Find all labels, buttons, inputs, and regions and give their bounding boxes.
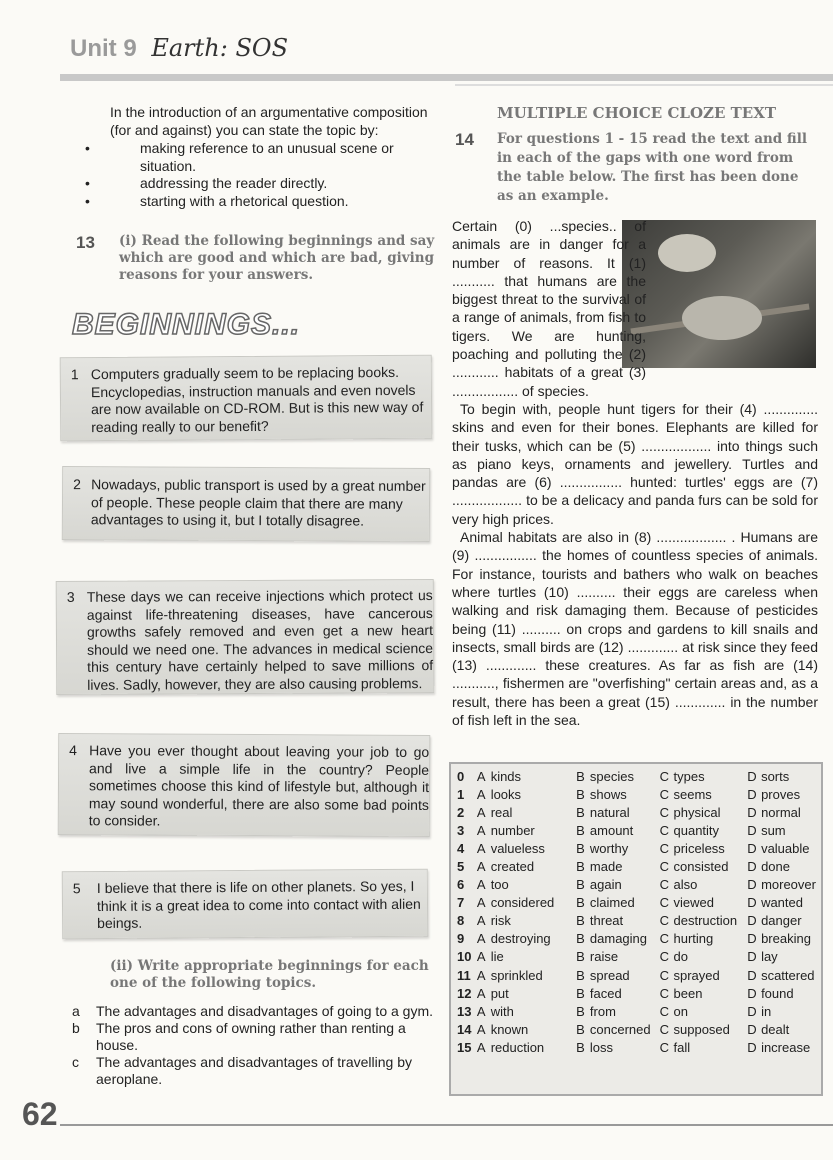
option-letter-d: D (747, 967, 757, 983)
footer-rule (60, 1124, 833, 1126)
option-letter-a: A (476, 985, 486, 1001)
option-letter-d: D (747, 822, 757, 838)
option-letter-b: B (576, 822, 585, 838)
option-letter-b: B (576, 786, 585, 802)
option-b: shows (589, 786, 627, 802)
option-d: sorts (761, 768, 790, 784)
option-row (457, 803, 821, 821)
option-b: worthy (589, 840, 629, 856)
option-row (457, 894, 821, 912)
option-d: found (761, 985, 794, 1001)
beginning-card (60, 355, 433, 442)
exercise-instruction-ii: (ii) Write appropriate beginnings for each one of the following topics. (110, 958, 429, 991)
option-row (457, 912, 821, 930)
option-c: also (673, 877, 698, 893)
option-b: damaging (589, 931, 648, 947)
intro-bullets (88, 140, 440, 210)
card-number: 5 (72, 880, 81, 897)
page-number: 62 (22, 1096, 58, 1132)
passage-paragraph: Certain (0) ...species.. of animals are in danger for a number of reasons. It (1) ........... that humans are the biggest threat to the survival of a range of animals, from fish to tigers. We are hunting, poaching and polluting the (2) ............ habitats of a great (3) ................. of species. (452, 218, 646, 399)
option-letter-b: B (576, 895, 585, 911)
option-letter-a: A (476, 840, 486, 856)
card-number: 4 (69, 742, 78, 759)
option-letter-d: D (747, 840, 757, 856)
intro-bullet: • starting with a rhetorical question. (110, 193, 440, 211)
option-letter-c: C (659, 913, 670, 929)
option-a: too (490, 877, 509, 893)
option-letter-d: D (747, 1021, 757, 1037)
option-d: wanted (761, 895, 803, 911)
options-body (457, 767, 821, 1057)
option-number: 12 (457, 985, 472, 1001)
option-d: scattered (761, 967, 815, 983)
option-d: in (761, 1003, 772, 1019)
options-table (449, 762, 823, 1096)
option-letter-c: C (659, 804, 670, 820)
option-letter-c: C (659, 877, 670, 893)
option-d: breaking (761, 931, 811, 947)
option-c: seems (673, 786, 712, 802)
option-letter-c: C (659, 859, 670, 875)
option-letter-b: B (576, 931, 585, 947)
option-c: destruction (673, 913, 738, 929)
option-letter-a: A (476, 1021, 486, 1037)
option-d: moreover (761, 877, 816, 893)
option-letter-b: B (576, 1039, 585, 1055)
option-letter-c: C (659, 840, 670, 856)
option-number: 9 (457, 931, 465, 947)
option-letter-d: D (747, 949, 757, 965)
card-number: 1 (70, 366, 79, 383)
option-a: real (490, 804, 513, 820)
exercise-number: 13 (76, 233, 95, 252)
topic-item (72, 1003, 442, 1020)
option-d: dealt (761, 1021, 790, 1037)
topic-item (72, 1020, 442, 1054)
option-letter-a: A (476, 786, 486, 802)
option-a: with (490, 1003, 514, 1019)
option-b: natural (589, 804, 630, 820)
passage-paragraph: Animal habitats are also in (8) .................. . Humans are (9) ................ the homes of countless species of animals. For instance, tourists and bathers who walk on beaches where turtles (10) .......... their eggs are careless when walking and risk damaging them. Because of pesticides being (11) .......... on crops and gardens to kill snails and insects, small birds are (12) ............. at risk since they feed (13) ............. these creatures. As far as fish are (14) ..........., fishermen are "overfishing" certain areas and, as a result, there has been a great (15) ............. in the number of fish left in the sea. (452, 529, 818, 729)
option-b: from (589, 1003, 616, 1019)
option-row (457, 1002, 821, 1020)
option-c: supposed (673, 1021, 730, 1037)
option-letter-b: B (576, 804, 585, 820)
option-c: consisted (673, 859, 729, 875)
option-d: increase (761, 1039, 811, 1055)
option-letter-a: A (476, 877, 486, 893)
option-row (457, 948, 821, 966)
exercise-instruction: For questions 1 - 15 read the text and fill in each of the gaps with one word from the table below. The first has been done as an example. (497, 131, 807, 204)
option-a: sprinkled (490, 967, 543, 983)
cloze-passage (452, 217, 818, 729)
option-row (457, 930, 821, 948)
option-number: 4 (457, 840, 465, 856)
option-letter-d: D (747, 913, 757, 929)
option-letter-d: D (747, 895, 757, 911)
option-letter-c: C (659, 1021, 670, 1037)
option-number: 11 (457, 967, 471, 983)
option-d: done (761, 859, 790, 875)
option-letter-b: B (576, 1003, 585, 1019)
option-letter-c: C (659, 985, 670, 1001)
option-number: 15 (457, 1039, 472, 1055)
topic-text: The pros and cons of owning rather than renting a house. (96, 1020, 406, 1053)
option-number: 7 (457, 895, 465, 911)
card-text: I believe that there is life on other planets. So yes, I think it is a great idea to come into contact with alien beings. (96, 877, 421, 932)
option-letter-b: B (576, 840, 585, 856)
option-letter-a: A (476, 949, 486, 965)
exercise-number: 14 (455, 130, 474, 149)
option-row (457, 839, 821, 857)
option-letter-d: D (747, 859, 757, 875)
option-c: viewed (673, 895, 714, 911)
option-row (457, 767, 821, 785)
beginning-card (58, 733, 431, 837)
topic-letter: a (72, 1003, 80, 1019)
option-number: 14 (457, 1021, 472, 1037)
header-rule (60, 74, 833, 81)
option-letter-b: B (576, 913, 585, 929)
option-letter-a: A (476, 804, 486, 820)
option-c: quantity (673, 822, 720, 838)
option-b: spread (589, 967, 630, 983)
option-letter-c: C (659, 949, 670, 965)
option-letter-b: B (576, 985, 585, 1001)
option-letter-c: C (659, 768, 670, 784)
option-letter-c: C (659, 1003, 670, 1019)
option-a: valueless (490, 840, 545, 856)
option-a: destroying (490, 931, 551, 947)
intro-bullet: • making reference to an unusual scene or situation. (110, 140, 440, 175)
card-number: 2 (73, 476, 81, 493)
topic-letter: b (72, 1020, 80, 1036)
option-row (457, 876, 821, 894)
option-c: fall (673, 1039, 691, 1055)
option-a: known (490, 1021, 529, 1037)
option-d: normal (761, 804, 801, 820)
option-c: physical (673, 804, 721, 820)
option-a: put (490, 985, 509, 1001)
option-c: do (673, 949, 688, 965)
option-d: lay (761, 949, 778, 965)
option-a: kinds (490, 768, 522, 784)
unit-title: Earth: SOS (151, 34, 289, 62)
option-c: hurting (673, 931, 714, 947)
option-letter-b: B (576, 859, 585, 875)
option-number: 8 (457, 913, 465, 929)
option-row (457, 857, 821, 875)
card-text: Have you ever thought about leaving your job to go and live a simple life in the country? People sometimes choose this kind of lifestyle but, although it may sound wonderful, there are also some bad points to consider. (88, 742, 430, 829)
option-letter-c: C (659, 822, 670, 838)
option-letter-c: C (659, 931, 670, 947)
option-number: 6 (457, 877, 465, 893)
option-b: loss (589, 1039, 614, 1055)
section-title: MULTIPLE CHOICE CLOZE TEXT (497, 104, 777, 122)
option-letter-c: C (659, 895, 670, 911)
option-a: risk (490, 913, 511, 929)
option-letter-d: D (747, 1003, 757, 1019)
option-b: made (589, 859, 623, 875)
option-c: priceless (673, 840, 725, 856)
option-letter-c: C (659, 967, 670, 983)
option-number: 5 (457, 859, 465, 875)
option-letter-a: A (476, 931, 486, 947)
intro-text: In the introduction of an argumentative composition (for and against) you can state the topic by: (110, 104, 428, 138)
beginnings-heading: BEGINNINGS... (72, 308, 301, 341)
option-c: been (673, 985, 703, 1001)
option-b: faced (589, 985, 622, 1001)
option-letter-c: C (659, 1039, 670, 1055)
option-letter-d: D (747, 768, 757, 784)
option-a: considered (490, 895, 555, 911)
photo-float-spacer (646, 217, 818, 367)
unit-header (70, 34, 288, 63)
option-letter-b: B (576, 768, 585, 784)
option-d: danger (761, 913, 802, 929)
option-letter-d: D (747, 877, 757, 893)
option-d: valuable (761, 840, 810, 856)
option-number: 13 (457, 1003, 472, 1019)
option-number: 10 (457, 949, 472, 965)
option-a: lie (490, 949, 504, 965)
option-letter-a: A (476, 768, 486, 784)
option-b: raise (589, 949, 619, 965)
option-letter-b: B (576, 1021, 585, 1037)
option-row (457, 821, 821, 839)
option-letter-a: A (476, 895, 486, 911)
exercise-14-header (455, 130, 815, 206)
card-number: 3 (66, 588, 75, 605)
option-number: 1 (457, 786, 465, 802)
card-text: These days we can receive injections which protect us against life-threatening diseases, have cancerous growths safely removed and even get a new heart should we need one. The advances in medical science this century have certainly helped to save millions of lives. Sadly, however, they are also causing problems. (86, 587, 434, 693)
option-a: reduction (490, 1039, 545, 1055)
option-letter-b: B (576, 967, 585, 983)
option-c: sprayed (673, 967, 720, 983)
option-letter-a: A (476, 967, 486, 983)
option-letter-d: D (747, 786, 757, 802)
option-row (457, 1038, 821, 1056)
option-letter-a: A (476, 822, 486, 838)
option-c: on (673, 1003, 688, 1019)
option-b: amount (589, 822, 634, 838)
option-a: created (490, 859, 535, 875)
option-d: sum (761, 822, 786, 838)
topic-letter: c (72, 1054, 79, 1070)
option-letter-d: D (747, 1039, 757, 1055)
header-rule-thin (455, 84, 833, 86)
option-letter-d: D (747, 985, 757, 1001)
option-row (457, 785, 821, 803)
option-number: 0 (457, 768, 465, 784)
option-letter-a: A (476, 859, 486, 875)
passage-paragraph: To begin with, people hunt tigers for their (4) .............. skins and even for their bones. Elephants are killed for their tusks, which can be (5) .................. into things such as piano keys, ornaments and jewellery. Turtles and pandas are (6) ................ hunted: turtles' eggs are (7) .................. to be a delicacy and panda furs can be sold for very high prices. (452, 400, 818, 527)
option-letter-a: A (476, 913, 486, 929)
option-letter-c: C (659, 786, 670, 802)
option-letter-a: A (476, 1039, 486, 1055)
exercise-13-header (76, 233, 438, 284)
option-letter-d: D (747, 931, 757, 947)
options-grid (457, 767, 821, 1057)
intro-bullet: • addressing the reader directly. (110, 175, 440, 193)
beginning-card (62, 466, 430, 542)
option-b: species (589, 768, 634, 784)
exercise-instruction: (i) Read the following beginnings and say which are good and which are bad, giving reasons for your answers. (119, 233, 435, 283)
topics-list (72, 1003, 442, 1088)
beginning-card (56, 579, 435, 695)
option-letter-a: A (476, 1003, 486, 1019)
option-letter-b: B (576, 949, 585, 965)
option-row (457, 1020, 821, 1038)
option-b: claimed (589, 895, 635, 911)
option-row (457, 966, 821, 984)
option-a: number (490, 822, 535, 838)
card-text: Nowadays, public transport is used by a great number of people. These people claim that there are many advantages to using it, but I totally disagree. (90, 476, 426, 529)
unit-label: Unit 9 (70, 35, 137, 62)
topic-item (72, 1054, 442, 1088)
topic-text: The advantages and disadvantages of travelling by aeroplane. (96, 1054, 412, 1087)
option-row (457, 984, 821, 1002)
option-letter-d: D (747, 804, 757, 820)
topic-text: The advantages and disadvantages of going to a gym. (96, 1003, 434, 1019)
option-c: types (673, 768, 705, 784)
option-a: looks (490, 786, 522, 802)
option-d: proves (761, 786, 801, 802)
option-b: threat (589, 913, 624, 929)
option-b: again (589, 877, 622, 893)
card-text: Computers gradually seem to be replacing books. Encyclopedias, instruction manuals and even novels are now available on CD-ROM. But is this new way of reading really to our benefit? (90, 363, 424, 435)
option-number: 3 (457, 822, 465, 838)
option-letter-b: B (576, 877, 585, 893)
option-b: concerned (589, 1021, 651, 1037)
option-number: 2 (457, 804, 465, 820)
beginning-card (62, 869, 428, 940)
